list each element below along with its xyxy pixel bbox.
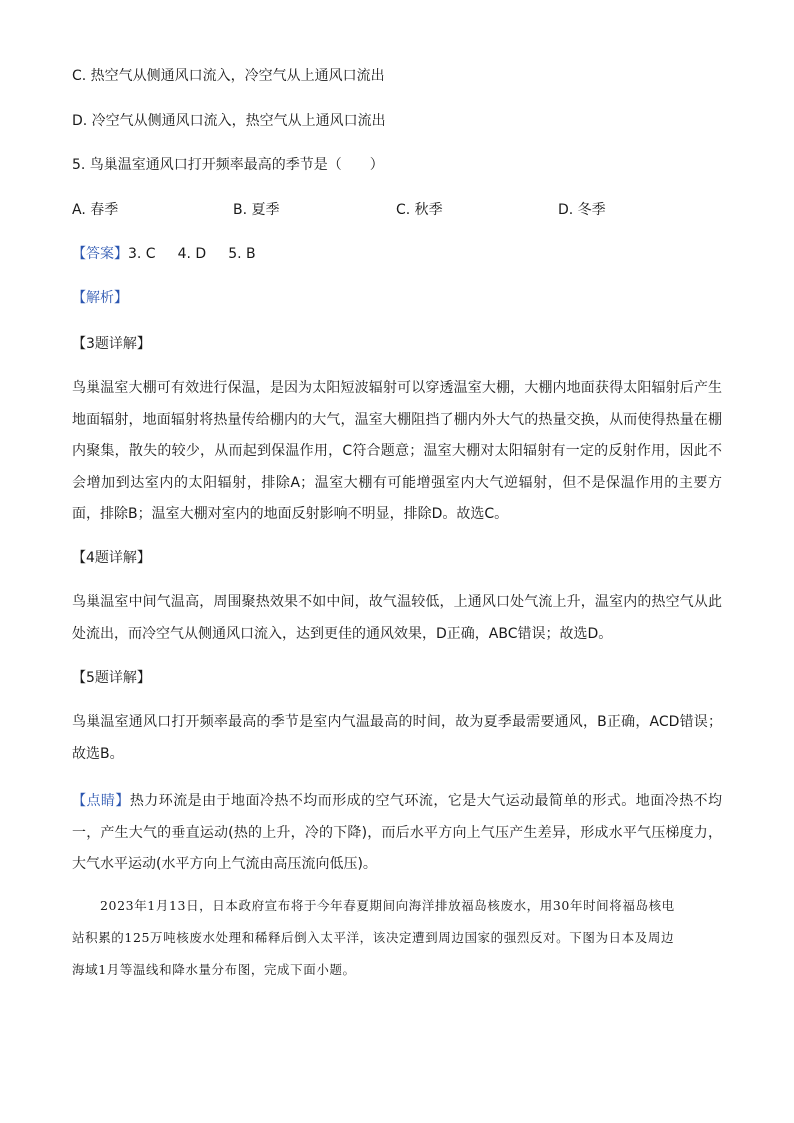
intro-paragraph bbox=[72, 890, 722, 986]
analysis-label: 【解析】 bbox=[72, 290, 128, 306]
intro-line: 海域1月等温线和降水量分布图，完成下面小题。 bbox=[72, 962, 356, 977]
answer-item: 4. D bbox=[177, 246, 207, 262]
answer-item: 3. C bbox=[128, 246, 156, 262]
tip-body: 热力环流是由于地面冷热不均而形成的空气环流，它是大气运动最简单的形式。地面冷热不均一，产生大气的垂直运动(热的上升，冷的下降)，而后水平方向上气压产生差异，形成水平气压梯度力，大气水平运动(水平方向上气流由高压流向低压)。 bbox=[72, 793, 723, 872]
intro-line: 站积累的125万吨核废水处理和稀释后倒入太平洋，该决定遭到周边国家的强烈反对。下图为日本及周边 bbox=[72, 930, 675, 945]
detail3-heading: 【3题详解】 bbox=[72, 336, 151, 352]
question4-option-d: D. 冷空气从侧通风口流入，热空气从上通风口流出 bbox=[72, 113, 386, 129]
detail5-heading: 【5题详解】 bbox=[72, 670, 151, 686]
detail4-body: 鸟巢温室中间气温高，周围聚热效果不如中间，故气温较低，上通风口处气流上升，温室内的热空气从此处流出，而冷空气从侧通风口流入，达到更佳的通风效果，D正确，ABC错误；故选D。 bbox=[72, 594, 722, 642]
answer-item: 5. B bbox=[228, 246, 256, 262]
answer-line bbox=[72, 244, 256, 264]
tip-label: 【点睛】 bbox=[72, 793, 130, 809]
intro-line: 2023年1月13日，日本政府宣布将于今年春夏期间向海洋排放福岛核废水，用30年时间将福岛核电 bbox=[100, 898, 675, 913]
option-b: B. 夏季 bbox=[233, 202, 280, 218]
option-d: D. 冬季 bbox=[558, 202, 606, 218]
question5-stem: 5. 鸟巢温室通风口打开频率最高的季节是（ ） bbox=[72, 157, 384, 173]
detail3-body: 鸟巢温室大棚可有效进行保温，是因为太阳短波辐射可以穿透温室大棚，大棚内地面获得太阳辐射后产生地面辐射，地面辐射将热量传给棚内的大气，温室大棚阻挡了棚内外大气的热量交换，从而使得热量在棚内聚集，散失的较少，从而起到保温作用，C符合题意；温室大棚对太阳辐射有一定的反射作用，因此不会增加到达室内的太阳辐射，排除A；温室大棚有可能增强室内大气逆辐射，但不是保温作用的主要方面，排除B；温室大棚对室内的地面反射影响不明显，排除D。故选C。 bbox=[72, 380, 722, 522]
answer-label: 【答案】 bbox=[72, 246, 128, 262]
detail4-heading: 【4题详解】 bbox=[72, 550, 151, 566]
question4-option-c: C. 热空气从侧通风口流入，冷空气从上通风口流出 bbox=[72, 68, 385, 84]
option-a: A. 春季 bbox=[72, 202, 119, 218]
detail5-body: 鸟巢温室通风口打开频率最高的季节是室内气温最高的时间，故为夏季最需要通风，B正确，ACD错误；故选B。 bbox=[72, 714, 722, 762]
tip-block bbox=[72, 786, 722, 881]
option-c: C. 秋季 bbox=[396, 202, 443, 218]
